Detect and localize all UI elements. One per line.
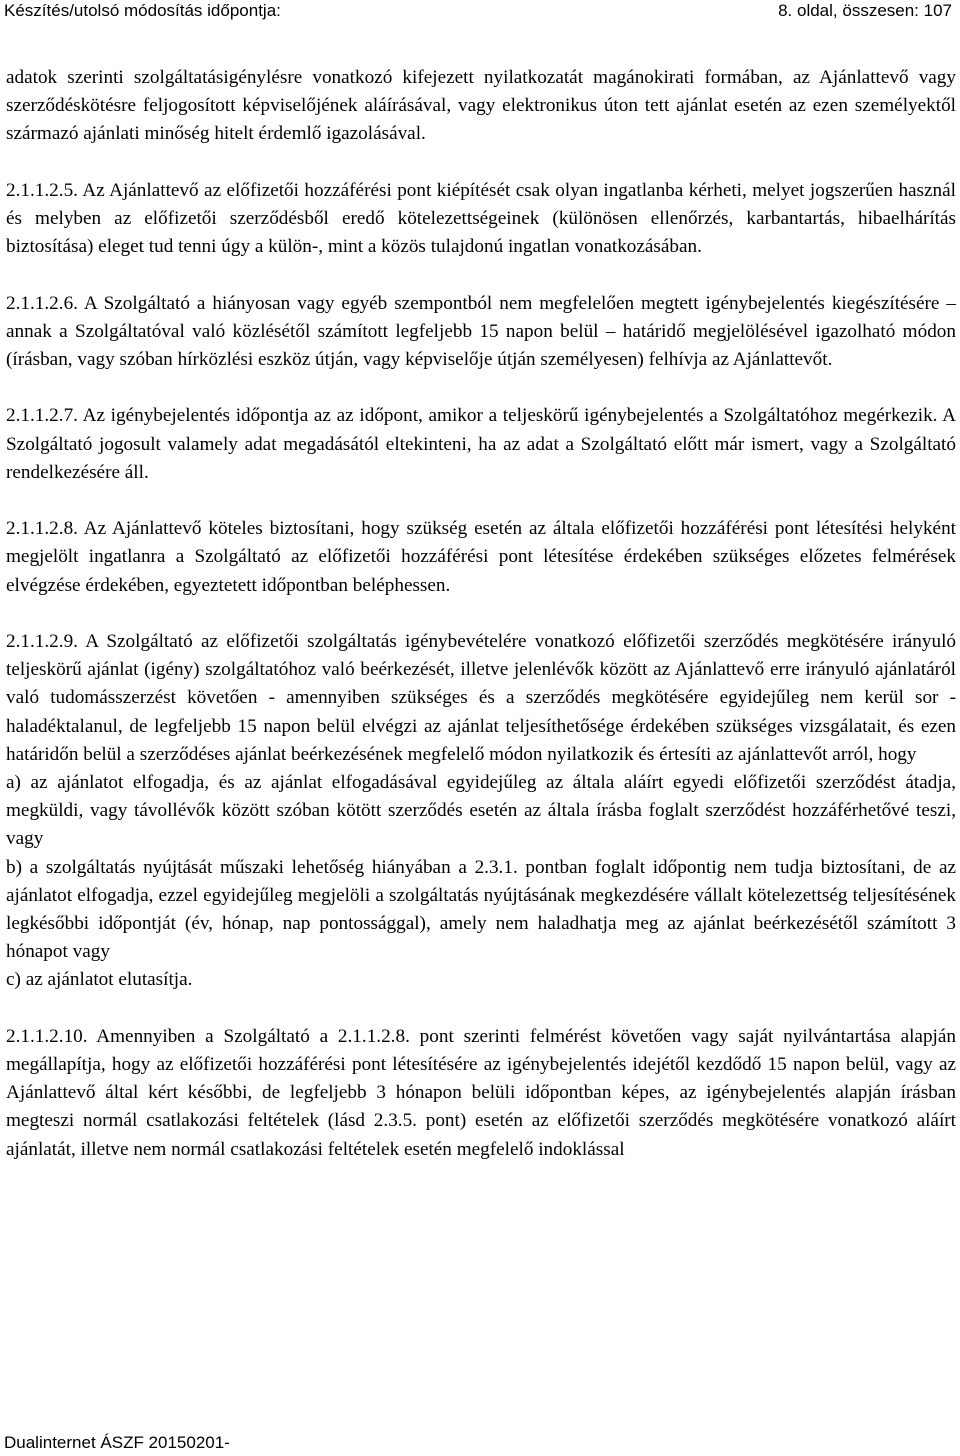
- paragraph-2-1-1-2-5: 2.1.1.2.5. Az Ajánlattevő az előfizetői hozzáférési pont kiépítését csak olyan ingatlanba kérheti, melyet jogszerűen használ és melyben az előfizetői szerződésből eredő kötelezettségeinek (különösen ellenőrzés, karbantartás, hibaelhárítás biztosítása) eleget tud tenni úgy a külön-, mint a közös tulajdonú ingatlan vonatkozásában.: [6, 179, 956, 258]
- paragraph-2-1-1-2-7: 2.1.1.2.7. Az igénybejelentés időpontja az az időpont, amikor a teljeskörű igénybejelentés a Szolgáltatóhoz megérkezik. A Szolgáltató jogosult valamely adat megadásától eltekinteni, ha az adat a Szolgáltató előtt már ismert, vagy a Szolgáltató rendelkezésére áll.: [6, 405, 956, 483]
- paragraph-2-1-1-2-9: 2.1.1.2.9. A Szolgáltató az előfizetői szolgáltatás igénybevételére vonatkozó előfizetői szerződés megkötésére irányuló teljeskörű ajánlat (igény) szolgáltatóhoz való beérkezését, illetve jelenlévők között az Ajánlattevő erre irányuló ajánlatáról való tudomásszerzést követően - amennyiben szükséges és a szerződés megkötésére egyidejűleg nem kerül sor - haladéktalanul, de legfeljebb 15 napon belül elvégzi az ajánlat teljesíthetősége érdekében szükséges vizsgálatait, és ezen határidőn belül a szerződéses ajánlat beérkezésének megfelelő módon nyilatkozik és értesíti az ajánlattevőt arról, hogy: [6, 630, 956, 765]
- paragraph-2-1-1-2-6: 2.1.1.2.6. A Szolgáltató a hiányosan vagy egyéb szempontból nem megfelelően megtett igénybejelentés kiegészítésére – annak a Szolgáltatóval való közlésétől számított legfeljebb 15 napon belül – határidő megjelölésével igazolható módon (írásban, vagy szóban hírközlési eszköz útján, vagy képviselője útján személyesen) felhívja az Ajánlattevőt.: [6, 292, 956, 370]
- header-page-number: 8. oldal, összesen: 107: [778, 1, 952, 20]
- list-item-b: b) a szolgáltatás nyújtását műszaki lehetőség hiányában a 2.3.1. pontban foglalt időpontig nem tudja biztosítani, de az ajánlatot elfogadja, ezzel egyidejűleg megjelöli a szolgáltatás nyújtásának megkezdésére vállalt kötelezettség teljesítésének legkésőbbi időpontját (év, hónap, nap pontossággal), amely nem haladhatja meg az ajánlat beérkezésétől számított 3 hónapot vagy: [6, 856, 956, 963]
- list-item-c: c) az ajánlatot elutasítja.: [6, 969, 193, 991]
- page-footer: Dualinternet ÁSZF 20150201-: [4, 1433, 230, 1452]
- paragraph-2-1-1-2-8: 2.1.1.2.8. Az Ajánlattevő köteles biztosítani, hogy szükség esetén az általa előfizetői hozzáférési pont létesítési helyként megjelölt ingatlanra a Szolgáltató az előfizetői hozzáférési pont létesítése érdekében szükséges előzetes felmérések elvégzése érdekében, egyeztetett időpontban beléphessen.: [6, 518, 956, 596]
- paragraph-continuation: adatok szerinti szolgáltatásigénylésre vonatkozó kifejezett nyilatkozatát magánokirati formában, az Ajánlattevő vagy szerződéskötésre feljogosított képviselőjének aláírásával, vagy elektronikus úton tett ajánlat esetén az ezen személyektől származó ajánlati minőség hitelt érdemlő igazolásával.: [6, 67, 956, 145]
- header-modification-date-label: Készítés/utolsó módosítás időpontja:: [4, 1, 281, 20]
- page-header: [4, 0, 952, 24]
- document-body: [6, 64, 956, 1192]
- list-item-a: a) az ajánlatot elfogadja, és az ajánlat elfogadásával egyidejűleg az általa aláírt egyedi előfizetői szerződést átadja, megküldi, vagy távollévők között szóban kötött szerződés esetén az általa írásba foglalt szerződést hozzáférhetővé teszi, vagy: [6, 772, 956, 850]
- paragraph-2-1-1-2-10: 2.1.1.2.10. Amennyiben a Szolgáltató a 2.1.1.2.8. pont szerinti felmérést követően vagy saját nyilvántartása alapján megállapítja, hogy az előfizetői hozzáférési pont létesítésére az igénybejelentés idejétől kezdődő 15 napon belül, vagy az Ajánlattevő által kért későbbi, de legfeljebb 3 hónapon belüli időpontban képes, az igénybejelentés alapján írásban megteszi normál csatlakozási feltételek (lásd 2.3.5. pont) esetén az előfizetői szerződés megkötésére vonatkozó aláírt ajánlatát, illetve nem normál csatlakozási feltételek esetén megfelelő indoklással: [6, 1025, 956, 1160]
